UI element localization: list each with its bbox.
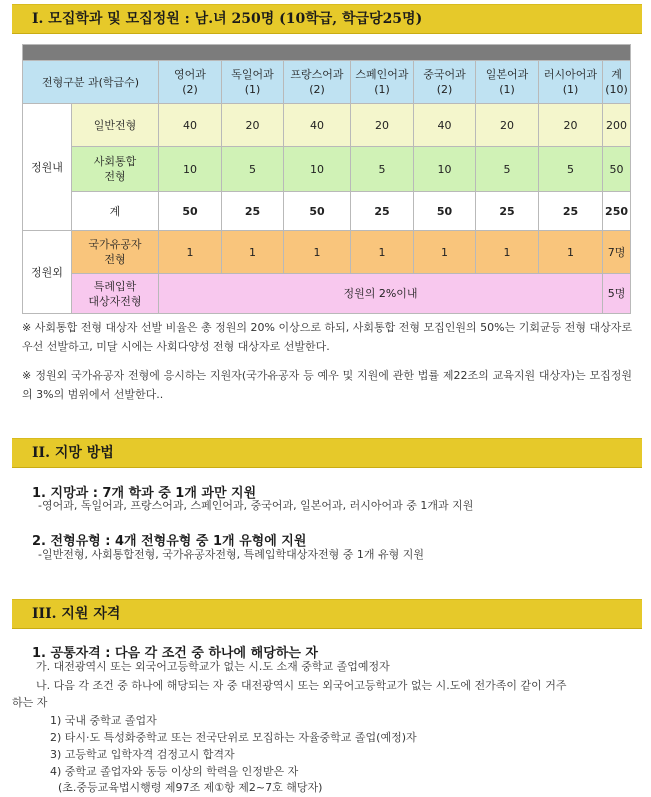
condition-1: 1) 국내 중학교 졸업자 xyxy=(50,714,157,727)
header-german: 독일어과 (1) xyxy=(222,61,284,104)
cell-veteran-french: 1 xyxy=(284,231,351,274)
header-russian: 러시아어과 (1) xyxy=(539,61,603,104)
quota-table xyxy=(22,44,631,314)
cell-veteran-total: 7명 xyxy=(603,231,631,274)
group-out-label: 정원외 xyxy=(23,231,72,314)
table-row-social xyxy=(23,147,631,192)
condition-2: 2) 타시·도 특성화중학교 또는 전국단위로 모집하는 자율중학교 졸업(예정)자 xyxy=(50,731,417,744)
apply-type-title: 2. 전형유형 : 4개 전형유형 중 1개 유형에 지원 xyxy=(32,534,307,549)
cell-social-spanish: 5 xyxy=(351,147,414,192)
apply-type-desc: -일반전형, 사회통합전형, 국가유공자전형, 특례입학대상자전형 중 1개 유형 지원 xyxy=(38,548,424,561)
section-3-header xyxy=(12,599,642,629)
cell-subtotal-english: 50 xyxy=(159,192,222,231)
cell-social-french: 10 xyxy=(284,147,351,192)
condition-3: 3) 고등학교 입학자격 검정고시 합격자 xyxy=(50,748,235,761)
cell-subtotal-spanish: 25 xyxy=(351,192,414,231)
condition-4-note: (초.중등교육법시행령 제97조 제①항 제2~7호 해당자) xyxy=(58,781,323,794)
cell-veteran-japanese: 1 xyxy=(476,231,539,274)
section-2-header xyxy=(12,438,642,468)
cell-veteran-german: 1 xyxy=(222,231,284,274)
cell-special-merged: 정원의 2%이내 xyxy=(159,274,603,314)
cell-subtotal-chinese: 50 xyxy=(414,192,476,231)
cell-social-total: 50 xyxy=(603,147,631,192)
header-english: 영어과 (2) xyxy=(159,61,222,104)
header-french: 프랑스어과 (2) xyxy=(284,61,351,104)
table-row-veteran xyxy=(23,231,631,274)
cell-veteran-russian: 1 xyxy=(539,231,603,274)
qualification-na-line1: 나. 다음 각 조건 중 하나에 해당되는 자 중 대전광역시 또는 외국어고등학교가 없는 시.도에 전가족이 같이 거주 xyxy=(36,679,567,692)
row-label-general: 일반전형 xyxy=(72,104,159,147)
apply-dept-desc: -영어과, 독일어과, 프랑스어과, 스페인어과, 중국어과, 일본어과, 러시아어과 중 1개과 지원 xyxy=(38,499,474,512)
row-label-subtotal: 계 xyxy=(72,192,159,231)
cell-subtotal-japanese: 25 xyxy=(476,192,539,231)
cell-subtotal-german: 25 xyxy=(222,192,284,231)
row-label-special: 특례입학 대상자전형 xyxy=(72,274,159,314)
header-corner: 전형구분 과(학급수) xyxy=(23,61,159,104)
condition-4: 4) 중학교 졸업자와 동등 이상의 학력을 인정받은 자 xyxy=(50,765,299,778)
header-chinese: 중국어과 (2) xyxy=(414,61,476,104)
header-spanish: 스페인어과 (1) xyxy=(351,61,414,104)
row-label-social: 사회통합 전형 xyxy=(72,147,159,192)
group-in-label: 정원내 xyxy=(23,104,72,231)
cell-social-chinese: 10 xyxy=(414,147,476,192)
cell-social-german: 5 xyxy=(222,147,284,192)
table-row-subtotal xyxy=(23,192,631,231)
cell-veteran-chinese: 1 xyxy=(414,231,476,274)
section-3-title: III. 지원 자격 xyxy=(32,606,121,622)
qualification-ga: 가. 대전광역시 또는 외국어고등학교가 없는 시.도 소재 중학교 졸업예정자 xyxy=(36,660,390,673)
cell-subtotal-french: 50 xyxy=(284,192,351,231)
cell-subtotal-total: 250 xyxy=(603,192,631,231)
cell-general-russian: 20 xyxy=(539,104,603,147)
cell-general-japanese: 20 xyxy=(476,104,539,147)
cell-social-russian: 5 xyxy=(539,147,603,192)
cell-general-total: 200 xyxy=(603,104,631,147)
common-qualification-title: 1. 공통자격 : 다음 각 조건 중 하나에 해당하는 자 xyxy=(32,646,318,661)
cell-special-total: 5명 xyxy=(603,274,631,314)
table-row-general xyxy=(23,104,631,147)
section-2-title: II. 지망 방법 xyxy=(32,445,114,461)
cell-general-chinese: 40 xyxy=(414,104,476,147)
header-total: 계 (10) xyxy=(603,61,631,104)
cell-general-english: 40 xyxy=(159,104,222,147)
note-social-integration: ※ 사회통합 전형 대상자 선발 비율은 총 정원의 20% 이상으로 하되, 사회통합 전형 모집인원의 50%는 기회균등 전형 대상자로 우선 선발하고, 미달 시에는 사회다양성 전형 대상자로 선발한다. xyxy=(22,321,632,353)
cell-general-spanish: 20 xyxy=(351,104,414,147)
apply-dept-title: 1. 지망과 : 7개 학과 중 1개 과만 지원 xyxy=(32,486,257,501)
cell-social-english: 10 xyxy=(159,147,222,192)
cell-subtotal-russian: 25 xyxy=(539,192,603,231)
cell-social-japanese: 5 xyxy=(476,147,539,192)
table-row-special xyxy=(23,274,631,314)
cell-general-french: 40 xyxy=(284,104,351,147)
section-1-title: I. 모집학과 및 모집정원 : 남.녀 250명 (10학급, 학급당25명) xyxy=(32,11,423,27)
table-top-band xyxy=(23,45,631,61)
row-label-veteran: 국가유공자 전형 xyxy=(72,231,159,274)
qualification-na-line2: 하는 자 xyxy=(12,696,48,709)
cell-general-german: 20 xyxy=(222,104,284,147)
cell-veteran-english: 1 xyxy=(159,231,222,274)
cell-veteran-spanish: 1 xyxy=(351,231,414,274)
header-japanese: 일본어과 (1) xyxy=(476,61,539,104)
table-header-row xyxy=(23,61,631,104)
section-1-header xyxy=(12,4,642,34)
note-veteran: ※ 정원외 국가유공자 전형에 응시하는 지원자(국가유공자 등 예우 및 지원에 관한 법률 제22조의 교육지원 대상자)는 모집정원의 3%의 범위에서 선발한다.. xyxy=(22,369,632,401)
